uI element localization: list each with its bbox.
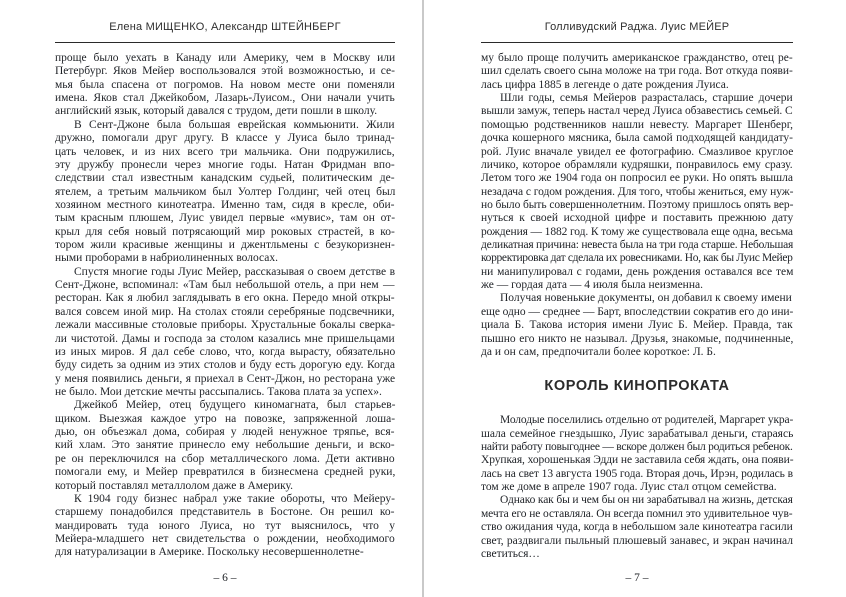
text-line — [481, 119, 793, 132]
text-line-content: лежали массивные столовые приборы. Хрустальные бокалы сверка- — [55, 319, 396, 332]
text-line — [481, 333, 793, 346]
text-line-content: дью, он объезжал дома, собирая у людей ненужное тряпье, вся- — [55, 426, 395, 439]
left-page — [0, 0, 422, 597]
text-line-content: светиться… — [481, 547, 540, 560]
text-line — [481, 428, 793, 441]
text-line-content: том же доме в апреле 1907 года. Луис стал отцом семейства. — [481, 481, 777, 494]
text-line — [481, 132, 793, 145]
text-line — [55, 252, 395, 265]
text-line-content: шала семейное гнездышко, Луис зарабатывал деньги, стараясь — [481, 427, 794, 440]
text-line — [481, 266, 793, 279]
text-line — [481, 212, 793, 225]
text-line — [481, 468, 793, 481]
text-line-content: шил сделать своего сына моложе на три года. Вот откуда появи- — [481, 65, 793, 78]
text-line — [55, 546, 395, 559]
text-line — [55, 52, 395, 65]
text-line-content: вался совсем иной мир. На столах стояли серебряные подсвечники, — [55, 305, 395, 318]
text-line-content: кий хлам. Это занятие принесло ему небольшие деньги, и вско- — [55, 439, 395, 452]
text-line — [55, 239, 395, 252]
text-line — [55, 399, 395, 412]
text-line — [55, 453, 395, 466]
header-rule-right — [481, 42, 793, 43]
text-line-content: помогали ему, и Мейер превратился в бизнесмена средней руки, — [55, 466, 396, 479]
text-line-content: ными проборами в набриолиненных волосах. — [55, 252, 279, 265]
text-line-content: мечта его не оставляла. Он всегда помнил это удивительное чув- — [481, 507, 793, 520]
text-line-content: для натурализации в Америке. Поскольку несовершеннолетне- — [55, 546, 364, 559]
right-page — [424, 0, 846, 597]
text-line-content: проще было уехать в Канаду или Америку, чем в Москву или — [55, 52, 396, 64]
text-line — [55, 319, 395, 332]
text-line-content: рой. Луис вначале увидел ее фотографию. Смазливое круглое — [481, 145, 794, 158]
text-line — [55, 105, 395, 118]
text-line-content: тым красным плюшем, Луис увидел первые «мувис», там он от- — [55, 212, 396, 225]
text-line-content: следствии стал известным канадским судьей, политическим де- — [55, 172, 395, 185]
text-line-content: В Сент-Джоне была большая еврейская коммьюнити. Жили — [74, 118, 395, 131]
text-line — [481, 252, 793, 265]
text-line-content: помощью родственников нашли невесту. Маргарет Шенберг, — [481, 118, 794, 131]
text-line — [55, 132, 395, 145]
text-line — [55, 413, 395, 426]
text-line — [481, 292, 793, 305]
text-line — [55, 172, 395, 185]
text-line-content: мандировать туда юного Луиса, но тут выяснилось, что у — [55, 519, 396, 532]
text-line-content: Шли годы, семья Мейеров разрасталась, старшие дочери — [500, 92, 793, 105]
text-line — [55, 439, 395, 452]
text-line-content: старшему понадобился представитель в Бостоне. Он решил ко- — [55, 506, 395, 519]
text-line — [481, 226, 793, 239]
right-page-body — [481, 52, 793, 561]
left-page-body — [55, 52, 395, 560]
running-head-left: Елена МИЩЕНКО, Александр ШТЕЙНБЕРГ — [109, 21, 341, 33]
text-line-content: свет, раздвигали пыльный плюшевый занавес, и экран начинал — [481, 534, 793, 547]
text-line-content: щиком. Выезжая каждое утро на повозке, запряженной лоша- — [55, 412, 396, 425]
text-line — [55, 520, 395, 533]
text-line-content: тором жили красивые женщины и джентльмены с безукоризнен- — [55, 239, 395, 252]
text-line — [55, 65, 395, 78]
text-line — [55, 212, 395, 225]
text-line-content: деликатная причина: невеста была на три года старше. Небольшая — [481, 239, 794, 252]
text-line — [481, 441, 793, 454]
text-line — [481, 494, 793, 507]
text-line — [481, 454, 793, 467]
text-line-content: Получая новенькие документы, он добавил к своему имени — [500, 292, 792, 305]
text-line-content: ре он переключился на сбор металлического лома. Дети активно — [55, 452, 395, 465]
text-line-content: ли чистотой. Дамы и господа за столом казались мне пришельцами — [55, 332, 395, 345]
text-line-content: Джейкоб Мейер, отец будущего киномагната, был старьев- — [74, 399, 396, 412]
text-line-content: вышли замуж, теперь настал черед Луиса обзавестись семьей. С — [481, 105, 793, 118]
page-number-right: – 7 – — [625, 572, 649, 584]
text-line-content: цать человек, и из них всего три мальчика. Они подружились, — [55, 145, 395, 158]
text-line — [55, 373, 395, 386]
text-line — [55, 199, 395, 212]
text-line — [55, 306, 395, 319]
text-line-content: пышно его никто не называл. Друзья, знакомые, подчиненные, — [481, 332, 794, 345]
text-line — [55, 159, 395, 172]
text-line — [55, 186, 395, 199]
text-line-content: английский язык, который давался с трудом, дети пошли в школу. — [55, 105, 378, 118]
text-line — [55, 92, 395, 105]
text-line — [55, 79, 395, 92]
text-line-content: Летом того же 1904 года он попросил ее руки. Но опять вышла — [481, 172, 793, 185]
text-line — [55, 493, 395, 506]
text-line — [481, 508, 793, 521]
text-line — [481, 521, 793, 534]
text-line — [55, 226, 395, 239]
text-line — [481, 52, 793, 65]
text-line-content: незадача с годом рождения. Для того, чтобы жениться, ему нуж- — [481, 185, 794, 198]
text-line — [55, 346, 395, 359]
text-line — [481, 548, 793, 561]
text-line-content: ятелем, а третьим мальчиком был Уолтер Голдинг, чей отец был — [55, 185, 396, 198]
text-line — [481, 346, 793, 359]
header-rule-left — [55, 42, 395, 43]
text-line-content: ни манипулировал с годами, день рождения оставался все тем — [481, 265, 794, 278]
text-line-content: Сент-Джоне, вспоминал: «Там был небольшой отель, а при нем — — [55, 279, 395, 292]
text-line — [481, 306, 793, 319]
text-line-content: Спустя многие годы Луис Мейер, рассказывая о своем детстве в — [74, 265, 396, 278]
text-line-content: рождения — 1882 год. К тому же существовала еще одна, весьма — [481, 225, 793, 238]
text-line-content: у меня появились деньги, я приехал в Сент-Джон, но ресторана уже — [55, 372, 396, 385]
text-line-content: лась цифра 1885 в легенде о дате рождения Луиса. — [481, 78, 729, 91]
text-line-content: ресторан. Как я любил заглядывать в его окна. Передо мной откры- — [55, 292, 395, 305]
text-line-content: же — гордая дата — 4 июля была неизменна. — [481, 279, 703, 292]
text-line — [481, 92, 793, 105]
text-line-content: найти работу повыгоднее — вскоре должен был родиться ребенок. — [481, 440, 793, 453]
text-line — [55, 359, 395, 372]
text-line — [55, 266, 395, 279]
text-line-content: корректировка дат сделала их ровесниками. Но, как бы Луис Мейер — [481, 252, 793, 265]
text-line-content: не было. Мои детские мечты рассыпались. Такова плата за успех». — [55, 385, 382, 398]
text-line — [481, 146, 793, 159]
text-line — [55, 480, 395, 493]
text-line-content: да и он сам, предпочитали более короткое: Л. Б. — [481, 345, 716, 358]
text-line-content: из иных миров. Я дал себе слово, что, когда вырасту, обязательно — [55, 345, 396, 358]
text-line-content: Хрупкая, хорошенькая Эдди не заставила себя ждать, она появи- — [481, 454, 794, 467]
text-line-content: но было быть совершеннолетним. Поэтому пришлось опять вер- — [481, 198, 794, 211]
text-line — [481, 279, 793, 292]
text-line — [55, 466, 395, 479]
text-line — [481, 481, 793, 494]
text-line-content: Мейера-младшего нет свидетельства о рождении, необходимого — [55, 532, 395, 545]
text-line-content: хозяином местного кинотеатра. Именно там, сидя в кресле, оби- — [55, 198, 395, 211]
text-line — [481, 239, 793, 252]
text-line-content: эту дружбу пронесли через многие годы. Натан Фридман впо- — [55, 158, 395, 171]
text-line-content: крыл для себя новый потрясающий мир роковых страстей, в ко- — [55, 225, 395, 238]
text-line — [481, 186, 793, 199]
text-line — [55, 426, 395, 439]
text-line — [55, 146, 395, 159]
text-line-content: Петербург. Яков Мейер воспользовался этой возможностью, и се- — [55, 65, 395, 78]
text-line-content: буду сидеть за одним из этих столов и буду есть дорогую еду. Когда — [55, 359, 395, 372]
section-heading: КОРОЛЬ КИНОПРОКАТА — [544, 378, 730, 395]
text-line-content: личико, которое обрамляли кудряшки, понравилось ему сразу. — [481, 158, 793, 171]
text-line-content: имена. Яков стал Джейкобом, Лазарь-Луисом., Они начали учить — [55, 92, 395, 105]
text-line-content: Молодые поселились отдельно от родителей, Маргарет укра- — [500, 414, 794, 427]
text-line — [55, 279, 395, 292]
text-line — [55, 119, 395, 132]
text-line — [481, 535, 793, 548]
text-line — [481, 105, 793, 118]
text-line — [481, 172, 793, 185]
text-line-content: ство ожидания чуда, когда в небольшом зале кинотеатра гасили — [481, 521, 793, 534]
text-line-content: нуться к своей исходной цифре и поставить прежнюю дату — [481, 212, 794, 225]
text-line — [55, 506, 395, 519]
text-line — [481, 414, 793, 427]
text-line-content: дружно, помогали друг другу. В классе у Луиса было тринад- — [55, 132, 395, 145]
text-line — [481, 319, 793, 332]
text-line — [481, 199, 793, 212]
text-line — [55, 533, 395, 546]
running-head-right: Голливудский Раджа. Луис МЕЙЕР — [544, 21, 730, 33]
text-line-content: который поставлял металлолом даже в Америку. — [55, 479, 293, 492]
text-line-content: циала Б. Такова история имени Луис Б. Мейер. Правда, так — [481, 319, 793, 332]
text-line-content: К 1904 году бизнес набрал уже такие обороты, что Мейеру- — [74, 492, 395, 505]
text-line — [481, 65, 793, 78]
text-line-content: мья была спасена от погромов. На новом месте они поменяли — [55, 78, 395, 91]
text-line — [55, 333, 395, 346]
text-line — [481, 159, 793, 172]
text-line — [55, 292, 395, 305]
text-line-content: дочка кошерного мясника, была самой подходящей кандидату- — [481, 132, 793, 145]
page-number-left: – 6 – — [213, 572, 237, 584]
text-line-content: лась на свет 13 августа 1905 года. Вторая дочь, Ирэн, родилась в — [481, 467, 793, 480]
text-line-content: му было проще получить американское гражданство, отец ре- — [481, 52, 793, 64]
text-line — [481, 79, 793, 92]
text-line-content: еще одно — среднее — Барт, впоследствии сократив его до ини- — [481, 305, 794, 318]
text-line-content: Однако как бы и чем бы он ни зарабатывал на жизнь, детская — [500, 494, 793, 507]
text-line — [55, 386, 395, 399]
